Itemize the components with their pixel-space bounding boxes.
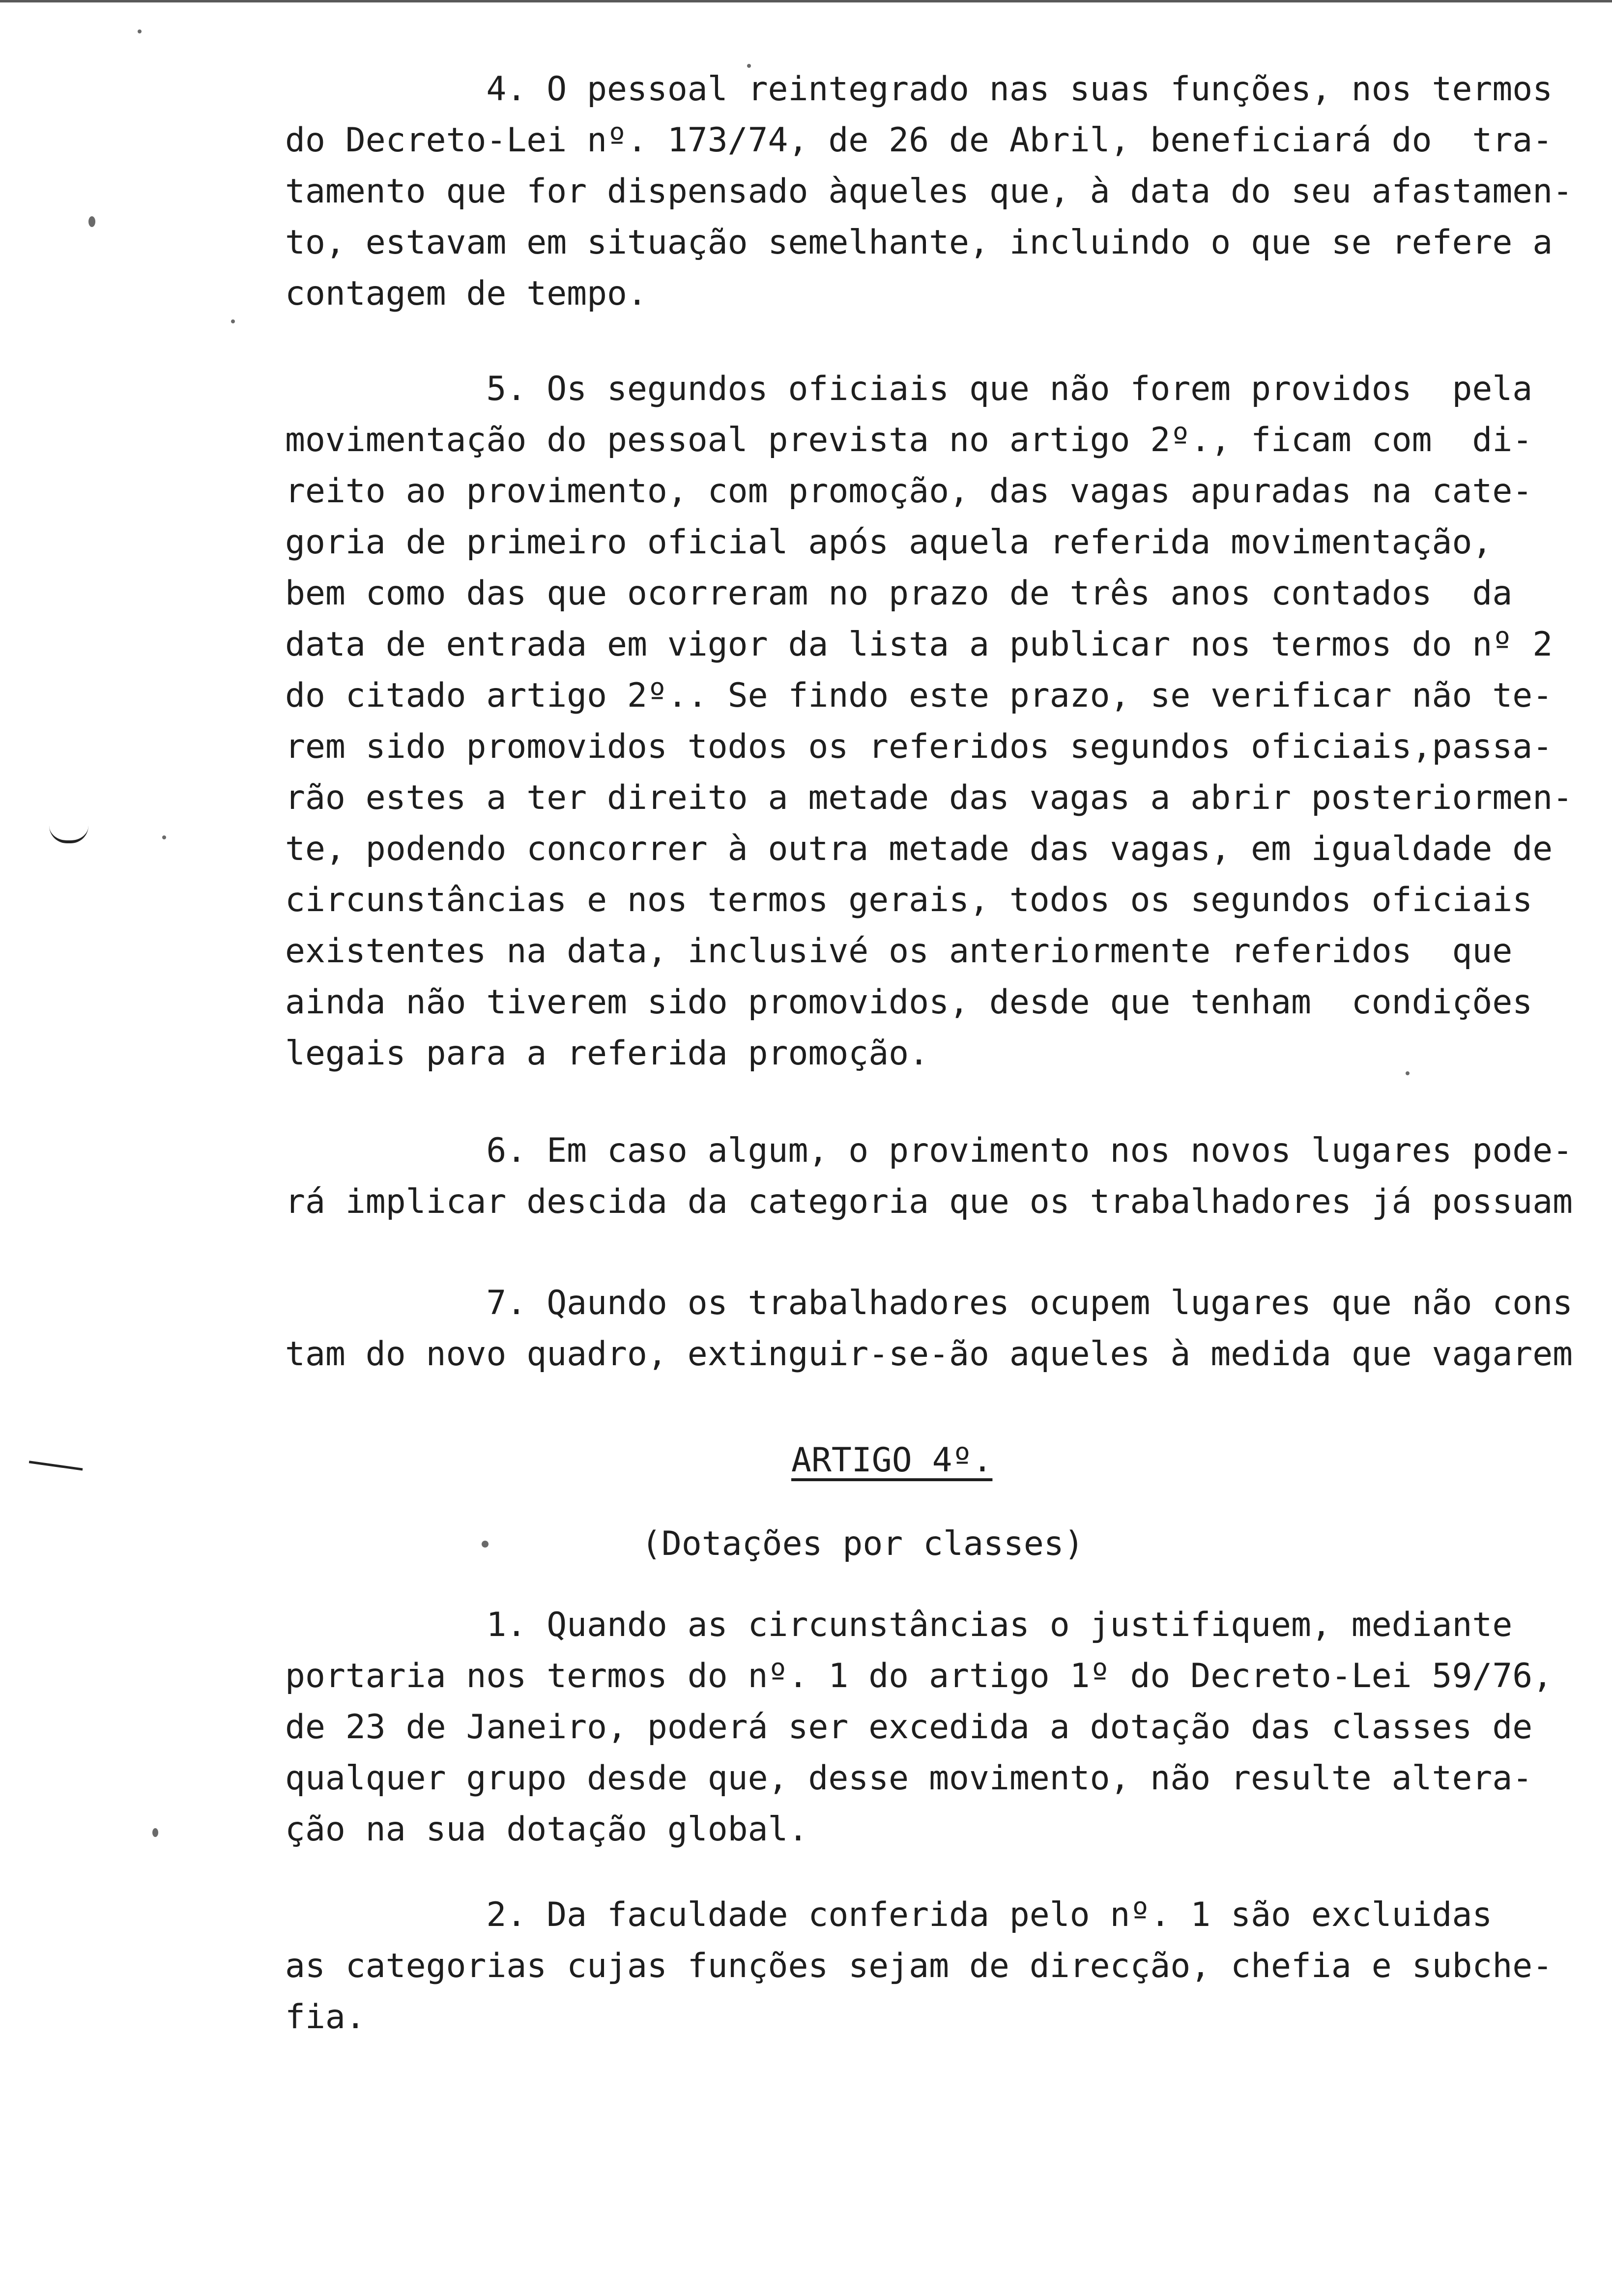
text-line: 1. Quando as circunstâncias o justifiquem, mediante [285, 1606, 1513, 1644]
text-line: movimentação do pessoal prevista no artigo 2º., ficam com di- [285, 421, 1533, 459]
text-line: 7. Qaundo os trabalhadores ocupem lugares que não cons [285, 1284, 1573, 1322]
text-line: circunstâncias e nos termos gerais, todos os segundos oficiais [285, 881, 1533, 919]
text-line: 4. O pessoal reintegrado nas suas funções, nos termos [285, 70, 1553, 109]
text-line: de 23 de Janeiro, poderá ser excedida a dotação das classes de [285, 1708, 1533, 1747]
text-line: te, podendo concorrer à outra metade das vagas, em igualdade de [285, 830, 1553, 868]
article-paragraph-1 [285, 1600, 1612, 1855]
paragraph-4 [285, 64, 1612, 319]
scan-speck [162, 835, 166, 839]
text-line: reito ao provimento, com promoção, das vagas apuradas na cate- [285, 472, 1533, 511]
article-subtitle: (Dotações por classes) [641, 1524, 1084, 1563]
top-border-line [0, 0, 1612, 2]
text-line: rá implicar descida da categoria que os trabalhadores já possuam [285, 1182, 1573, 1221]
paragraph-6 [285, 1125, 1612, 1228]
scan-mark [49, 826, 88, 843]
text-line: tam do novo quadro, extinguir-se-ão aqueles à medida que vagarem [285, 1335, 1573, 1374]
scan-speck [88, 216, 95, 227]
scan-speck [1406, 1071, 1410, 1075]
article-paragraph-2 [285, 1890, 1612, 2043]
text-line: rem sido promovidos todos os referidos segundos oficiais,passa- [285, 727, 1553, 766]
scan-mark [29, 1451, 84, 1470]
text-line: tamento que for dispensado àqueles que, à data do seu afastamen- [285, 172, 1573, 211]
scan-speck [482, 1541, 489, 1548]
text-line: do citado artigo 2º.. Se findo este prazo, se verificar não te- [285, 676, 1553, 715]
paragraph-7 [285, 1278, 1612, 1380]
scan-speck [231, 319, 235, 323]
text-line: as categorias cujas funções sejam de direcção, chefia e subche- [285, 1947, 1553, 1985]
text-line: ção na sua dotação global. [285, 1810, 808, 1849]
text-line: fia. [285, 1998, 366, 2037]
scan-speck [152, 1828, 158, 1837]
text-line: 5. Os segundos oficiais que não forem providos pela [285, 370, 1533, 408]
text-line: ainda não tiverem sido promovidos, desde que tenham condições [285, 983, 1533, 1022]
text-line: goria de primeiro oficial após aquela referida movimentação, [285, 523, 1493, 562]
text-line: bem como das que ocorreram no prazo de três anos contados da [285, 574, 1513, 613]
text-line: do Decreto-Lei nº. 173/74, de 26 de Abril, beneficiará do tra- [285, 121, 1553, 160]
text-line: legais para a referida promoção. [285, 1034, 929, 1073]
text-line: portaria nos termos do nº. 1 do artigo 1º do Decreto-Lei 59/76, [285, 1657, 1553, 1695]
scan-speck [747, 64, 751, 68]
text-line: rão estes a ter direito a metade das vagas a abrir posteriormen- [285, 778, 1573, 817]
text-line: contagem de tempo. [285, 274, 647, 313]
paragraph-5 [285, 364, 1612, 1079]
text-line: 6. Em caso algum, o provimento nos novos lugares pode- [285, 1131, 1573, 1170]
scan-speck [138, 29, 142, 33]
article-heading: ARTIGO 4º. [791, 1441, 993, 1480]
text-line: qualquer grupo desde que, desse movimento, não resulte altera- [285, 1759, 1533, 1798]
text-line: 2. Da faculdade conferida pelo nº. 1 são excluidas [285, 1895, 1493, 1934]
text-line: existentes na data, inclusivé os anteriormente referidos que [285, 932, 1513, 971]
text-line: data de entrada em vigor da lista a publicar nos termos do nº 2 [285, 625, 1553, 664]
text-line: to, estavam em situação semelhante, incluindo o que se refere a [285, 223, 1553, 262]
